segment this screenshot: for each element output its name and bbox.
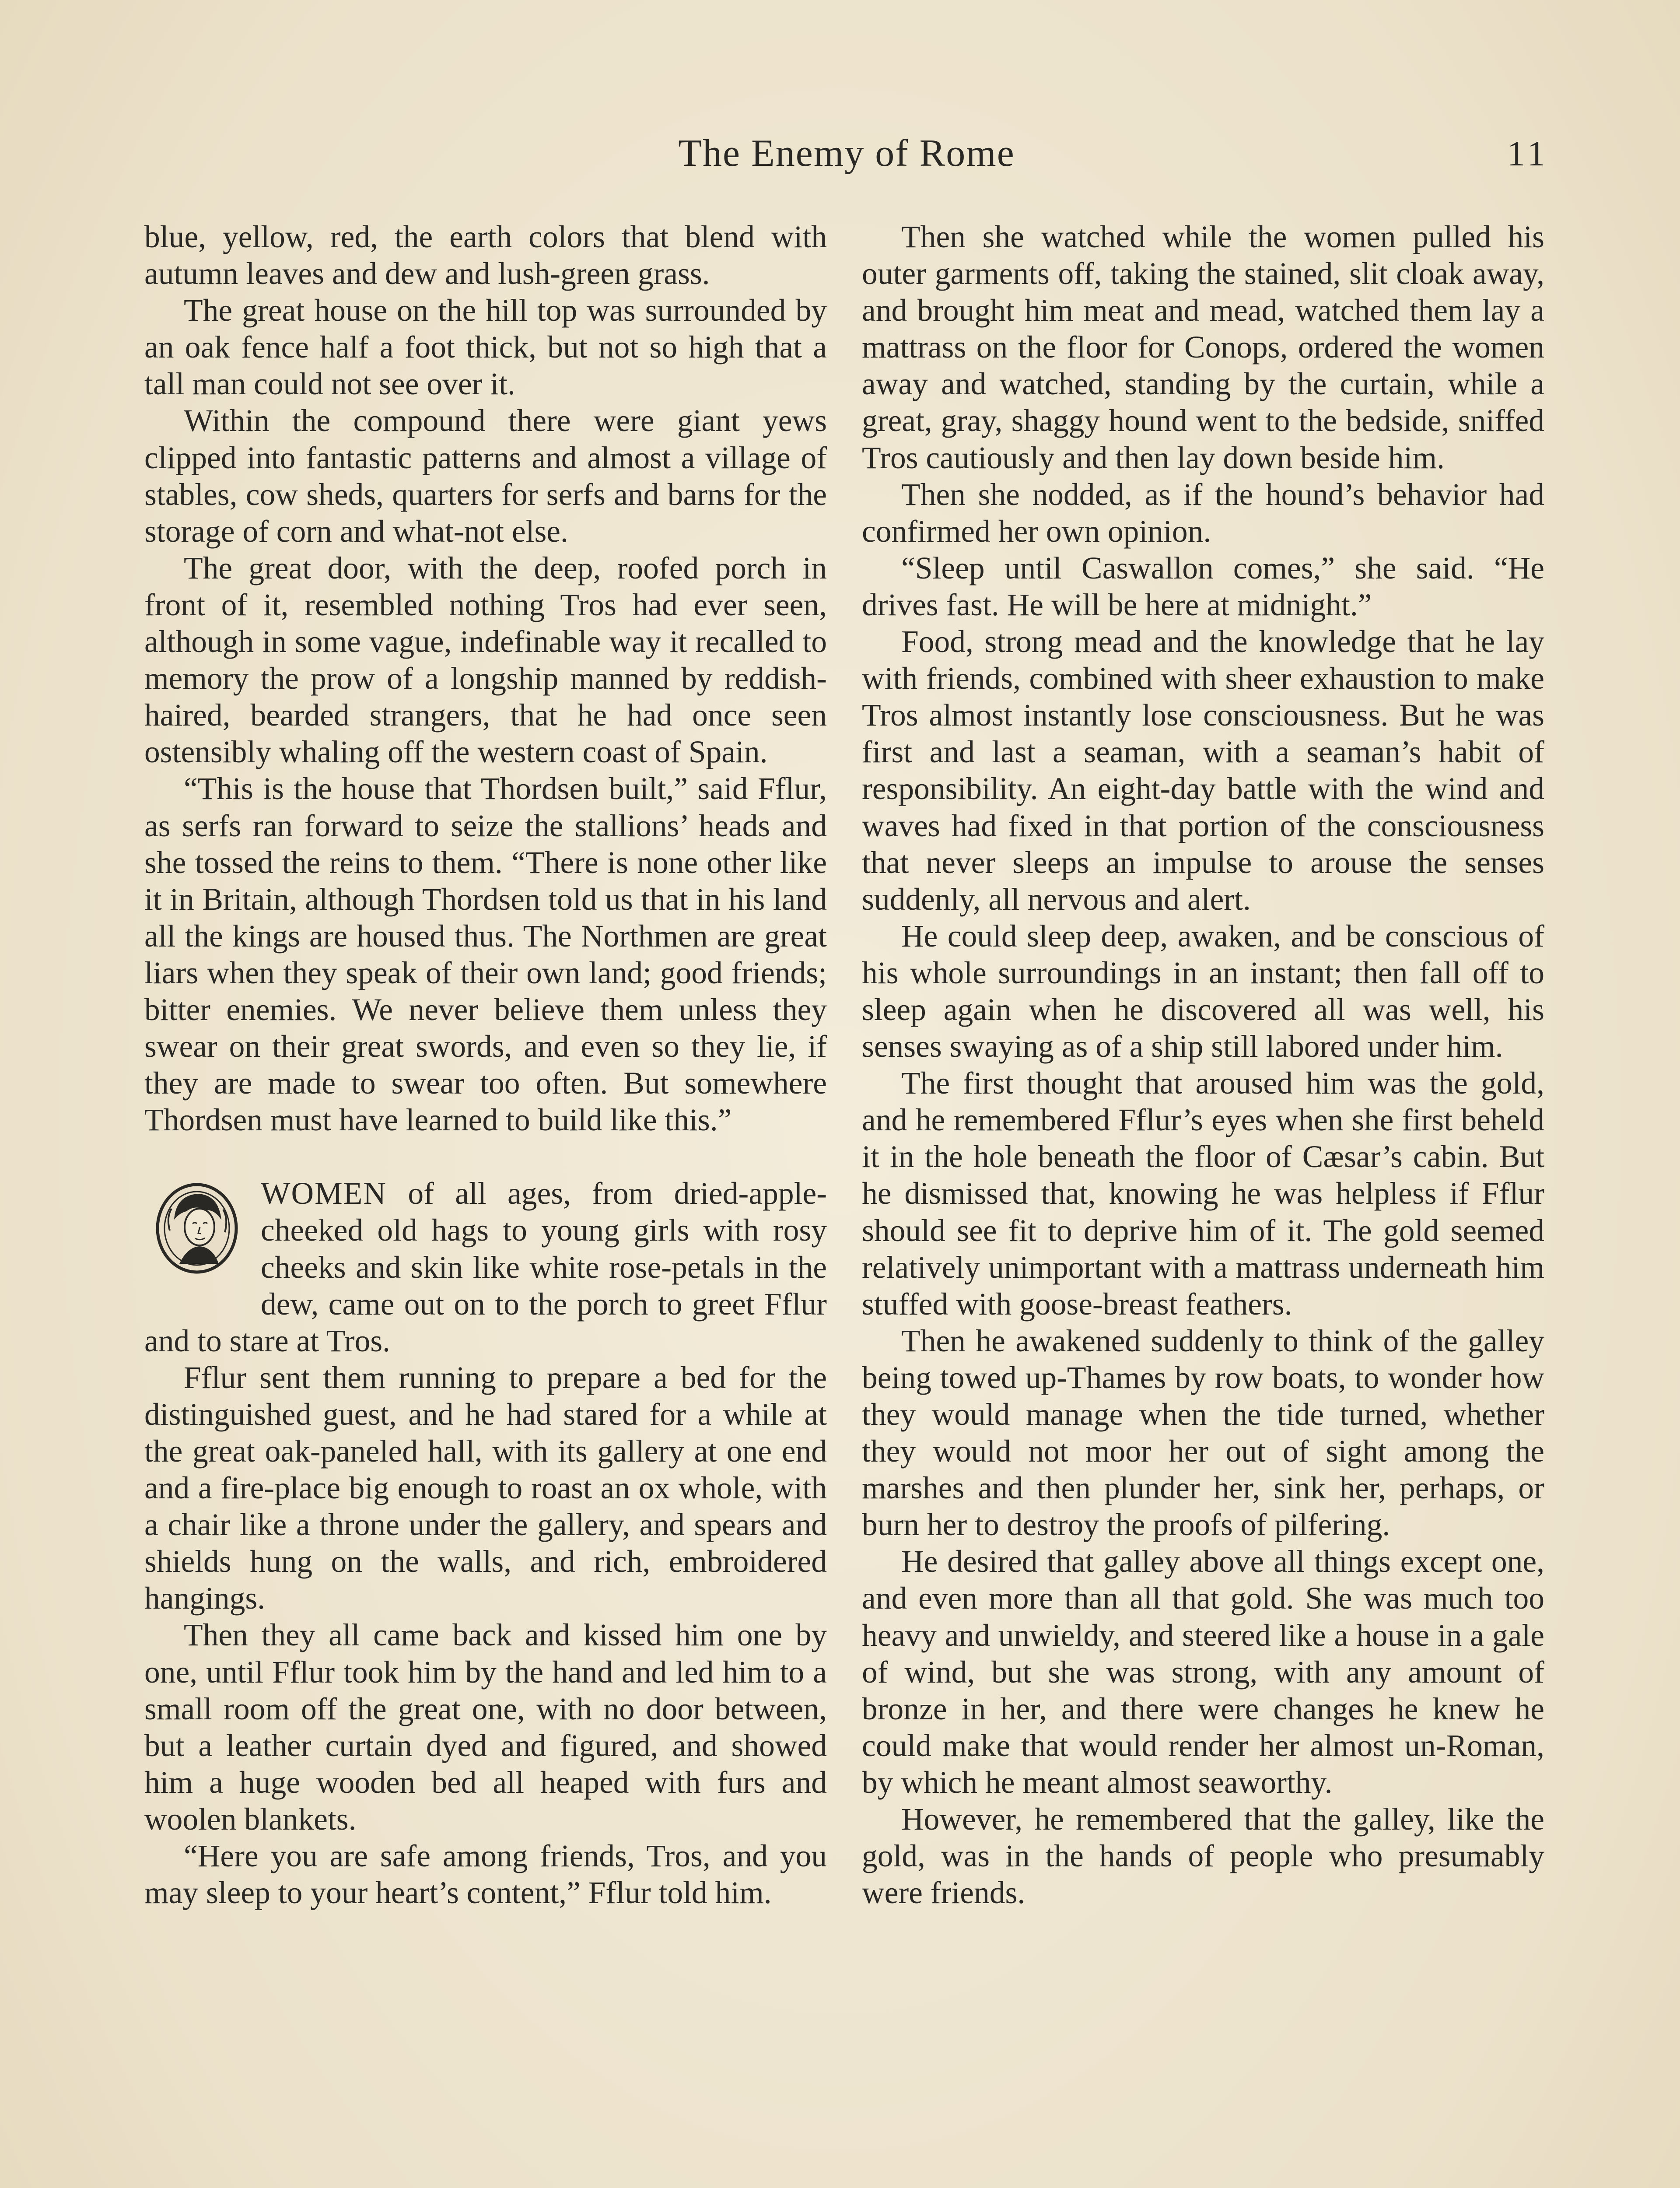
- paragraph: “This is the house that Thordsen built,” said Fflur, as serfs ran forward to seize the stallions’ heads and she tossed the reins to them. “There is none other like it in Britain, although Thordsen told us that in his land all the kings are housed thus. The Northmen are great liars when they speak of their own land; good friends; bitter enemies. We never believe them unless they swear on their great swords, and even so they lie, if they are made to swear too often. But somewhere Thordsen must have learned to build like this.”: [144, 771, 827, 1138]
- paragraph: Within the compound there were giant yews clipped into fantastic patterns and almost a village of stables, cow sheds, quarters for serfs and barns for the storage of corn and what-not else.: [144, 403, 827, 549]
- paragraph: The first thought that aroused him was the gold, and he remembered Fflur’s eyes when she first beheld it in the hole beneath the floor of Cæsar’s cabin. But he dismissed that, knowing he was helpless if Fflur should see fit to deprive him of it. The gold seemed relatively unimportant with a mattrass underneath him stuffed with goose-breast feathers.: [862, 1066, 1544, 1322]
- right-column: [862, 219, 1544, 1911]
- page-number: 11: [1507, 133, 1549, 173]
- paragraph: Then he awakened suddenly to think of the galley being towed up-Thames by row boats, to wonder how they would manage when the tide turned, whether they would not moor her out of sight among the marshes and then plunder her, sink her, perhaps, or burn her to destroy the proofs of pilfering.: [862, 1323, 1544, 1543]
- woman-portrait-medallion-icon: [144, 1178, 249, 1292]
- paragraph: blue, yellow, red, the earth colors that blend with autumn leaves and dew and lush-green grass.: [144, 220, 827, 291]
- section-opening-paragraph: [144, 1175, 827, 1359]
- paragraph: Then she watched while the women pulled his outer garments off, taking the stained, slit cloak away, and brought him meat and mead, watched them lay a mattrass on the floor for Conops, ordered the women away and watched, standing by the curtain, while a great, gray, shaggy hound went to the bedside, sniffed Tros cautiously and then lay down beside him.: [862, 220, 1544, 475]
- section-initial-word: WOMEN: [261, 1176, 387, 1211]
- paragraph: The great house on the hill top was surrounded by an oak fence half a foot thick, but not so high that a tall man could not see over it.: [144, 293, 827, 402]
- paragraph: The great door, with the deep, roofed porch in front of it, resembled nothing Tros had ever seen, although in some vague, indefinable way it recalled to memory the prow of a longship manned by reddish-haired, bearded strangers, that he had once seen ostensibly whaling off the western coast of Spain.: [144, 551, 827, 770]
- paragraph: He desired that galley above all things except one, and even more than all that gold. She was much too heavy and unwieldy, and steered like a house in a gale of wind, but she was strong, with any amount of bronze in her, and there were changes he knew he could make that would render her almost un-Roman, by which he meant almost seaworthy.: [862, 1544, 1544, 1800]
- paragraph: “Here you are safe among friends, Tros, and you may sleep to your heart’s content,” Fflur told him.: [144, 1839, 827, 1911]
- page-header: [144, 127, 1549, 193]
- paragraph: He could sleep deep, awaken, and be conscious of his whole surroundings in an instant; then fall off to sleep again when he discovered all was well, his senses swaying as of a ship still labored under him.: [862, 919, 1544, 1064]
- paragraph: Food, strong mead and the knowledge that he lay with friends, combined with sheer exhaustion to make Tros almost instantly lose consciousness. But he was first and last a seaman, with a seaman’s habit of responsibility. An eight-day battle with the wind and waves had fixed in that portion of the consciousness that never sleeps an impulse to arouse the senses suddenly, all nervous and alert.: [862, 624, 1544, 917]
- running-title: The Enemy of Rome: [678, 132, 1015, 175]
- paragraph: However, he remembered that the galley, like the gold, was in the hands of people who presumably were friends.: [862, 1802, 1544, 1911]
- paragraph: Then they all came back and kissed him one by one, until Fflur took him by the hand and led him to a small room off the great one, with no door between, but a leather curtain dyed and figured, and showed him a huge wooden bed all heaped with furs and woolen blankets.: [144, 1618, 827, 1837]
- paragraph: Fflur sent them running to prepare a bed for the distinguished guest, and he had stared for a while at the great oak-paneled hall, with its gallery at one end and a fire-place big enough to roast an ox whole, with a chair like a throne under the gallery, and spears and shields hung on the walls, and rich, embroidered hangings.: [144, 1360, 827, 1616]
- paragraph: “Sleep until Caswallon comes,” she said. “He drives fast. He will be here at midnight.”: [862, 551, 1544, 622]
- paragraph: Then she nodded, as if the hound’s behavior had confirmed her own opinion.: [862, 477, 1544, 549]
- left-column: [144, 219, 827, 1911]
- section-opening-text: of all ages, from dried-apple-cheeked old hags to young girls with rosy cheeks and skin like white rose-petals in the dew, came out on to the porch to greet Fflur and to stare at Tros.: [144, 1176, 827, 1358]
